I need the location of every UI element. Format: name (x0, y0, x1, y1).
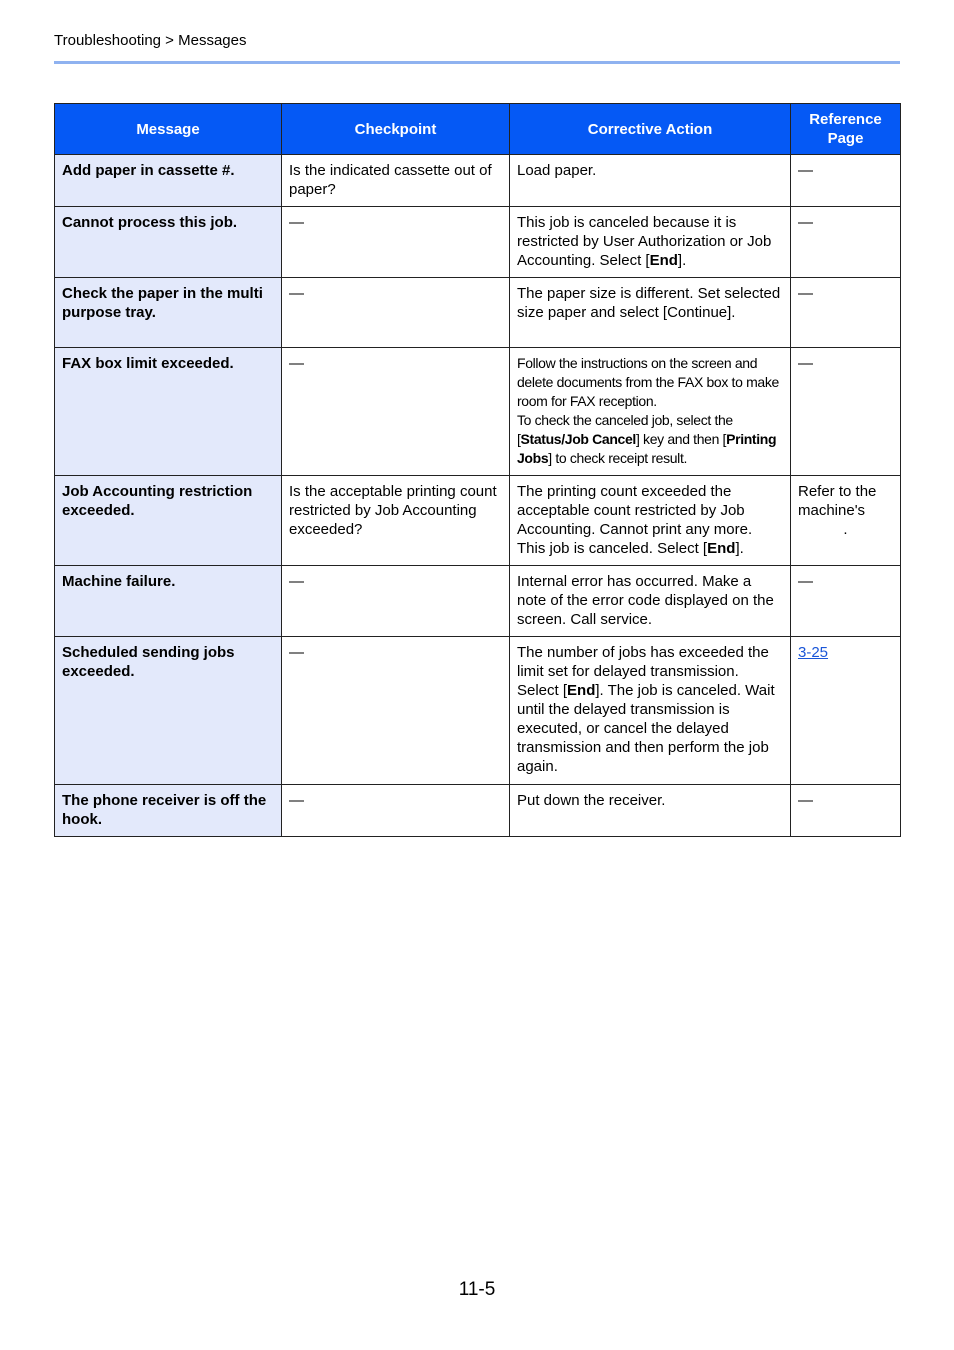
column-header-checkpoint: Checkpoint (282, 104, 510, 155)
column-header-reference-page: Reference Page (791, 104, 901, 155)
checkpoint-cell: — (282, 566, 510, 637)
page-number: 11-5 (458, 1279, 496, 1300)
message-cell: Machine failure. (55, 566, 282, 637)
reference-cell: — (791, 566, 901, 637)
column-header-message: Message (55, 104, 282, 155)
message-cell: Job Accounting restriction exceeded. (55, 476, 282, 566)
column-header-corrective-action: Corrective Action (510, 104, 791, 155)
action-cell: Load paper. (510, 155, 791, 207)
table-row (55, 476, 901, 566)
reference-cell: Refer to the machine's . (791, 476, 901, 566)
table-header-row (55, 104, 901, 155)
action-cell: The number of jobs has exceeded the limit set for delayed transmission. Select [End]. The job is canceled. Wait until the delayed transmission is executed, or cancel the delayed transmission and then perform the job again. (510, 637, 791, 785)
message-cell: The phone receiver is off the hook. (55, 785, 282, 837)
table-row (55, 155, 901, 207)
table-row (55, 785, 901, 837)
reference-link[interactable]: 3-25 (798, 644, 829, 661)
table-row (55, 566, 901, 637)
message-cell: Add paper in cassette #. (55, 155, 282, 207)
message-cell: Check the paper in the multi purpose tray. (55, 278, 282, 348)
message-cell: Scheduled sending jobs exceeded. (55, 637, 282, 785)
checkpoint-cell: Is the acceptable printing count restricted by Job Accounting exceeded? (282, 476, 510, 566)
checkpoint-cell: — (282, 207, 510, 278)
action-cell: This job is canceled because it is restricted by User Authorization or Job Accounting. Select [End]. (510, 207, 791, 278)
checkpoint-cell: Is the indicated cassette out of paper? (282, 155, 510, 207)
reference-cell: — (791, 207, 901, 278)
checkpoint-cell: — (282, 785, 510, 837)
table-row (55, 278, 901, 348)
checkpoint-cell: — (282, 637, 510, 785)
action-cell: The printing count exceeded the acceptable count restricted by Job Accounting. Cannot print any more. This job is canceled. Select [End]. (510, 476, 791, 566)
messages-table (54, 103, 901, 837)
action-cell: The paper size is different. Set selected size paper and select [Continue]. (510, 278, 791, 348)
checkpoint-cell: — (282, 278, 510, 348)
reference-cell: — (791, 785, 901, 837)
reference-cell (791, 637, 901, 785)
action-cell: Follow the instructions on the screen and delete documents from the FAX box to make room for FAX reception. To check the canceled job, select the [Status/Job Cancel] key and then [Printing Jobs] to check receipt result. (510, 348, 791, 476)
table-row (55, 207, 901, 278)
action-cell: Internal error has occurred. Make a note of the error code displayed on the screen. Call service. (510, 566, 791, 637)
breadcrumb: Troubleshooting > Messages (54, 32, 247, 49)
table-row (55, 637, 901, 785)
action-cell: Put down the receiver. (510, 785, 791, 837)
message-cell: Cannot process this job. (55, 207, 282, 278)
reference-cell: — (791, 278, 901, 348)
header-divider (54, 61, 900, 64)
reference-cell: — (791, 348, 901, 476)
message-cell: FAX box limit exceeded. (55, 348, 282, 476)
reference-cell: — (791, 155, 901, 207)
checkpoint-cell: — (282, 348, 510, 476)
table-row (55, 348, 901, 476)
